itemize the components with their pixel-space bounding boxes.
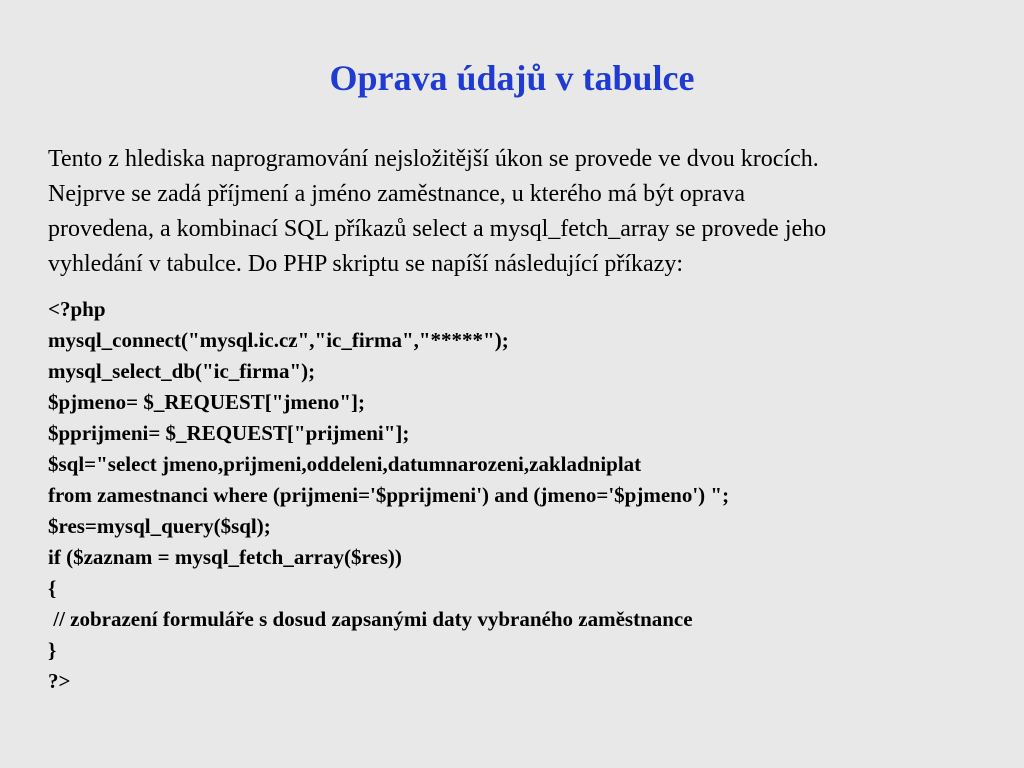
intro-line: provedena, a kombinací SQL příkazů select a mysql_fetch_array se provede jeho bbox=[48, 216, 827, 242]
code-line: if ($zaznam = mysql_fetch_array($res)) bbox=[48, 545, 402, 569]
code-line: $res=mysql_query($sql); bbox=[48, 514, 271, 538]
code-block bbox=[48, 294, 988, 697]
slide-title: Oprava údajů v tabulce bbox=[329, 58, 695, 98]
code-line: { bbox=[48, 576, 57, 600]
code-line: $pprijmeni= $_REQUEST["prijmeni"]; bbox=[48, 421, 410, 445]
code-line: <?php bbox=[48, 297, 106, 321]
code-line: } bbox=[48, 638, 57, 662]
intro-line: vyhledání v tabulce. Do PHP skriptu se napíší následující příkazy: bbox=[48, 251, 683, 277]
intro-line: Tento z hlediska naprogramování nejsložitější úkon se provede ve dvou krocích. bbox=[48, 146, 819, 172]
code-line: ?> bbox=[48, 669, 71, 693]
code-comment-line: // zobrazení formuláře s dosud zapsanými daty vybraného zaměstnance bbox=[48, 607, 693, 631]
code-line: mysql_connect("mysql.ic.cz","ic_firma","*****"); bbox=[48, 328, 509, 352]
intro-line: Nejprve se zadá příjmení a jméno zaměstnance, u kterého má být oprava bbox=[48, 181, 746, 207]
code-line: from zamestnanci where (prijmeni='$pprijmeni') and (jmeno='$pjmeno') "; bbox=[48, 483, 730, 507]
code-line: $pjmeno= $_REQUEST["jmeno"]; bbox=[48, 390, 366, 414]
intro-paragraph bbox=[48, 142, 988, 282]
code-line: mysql_select_db("ic_firma"); bbox=[48, 359, 316, 383]
code-line: $sql="select jmeno,prijmeni,oddeleni,datumnarozeni,zakladniplat bbox=[48, 452, 642, 476]
